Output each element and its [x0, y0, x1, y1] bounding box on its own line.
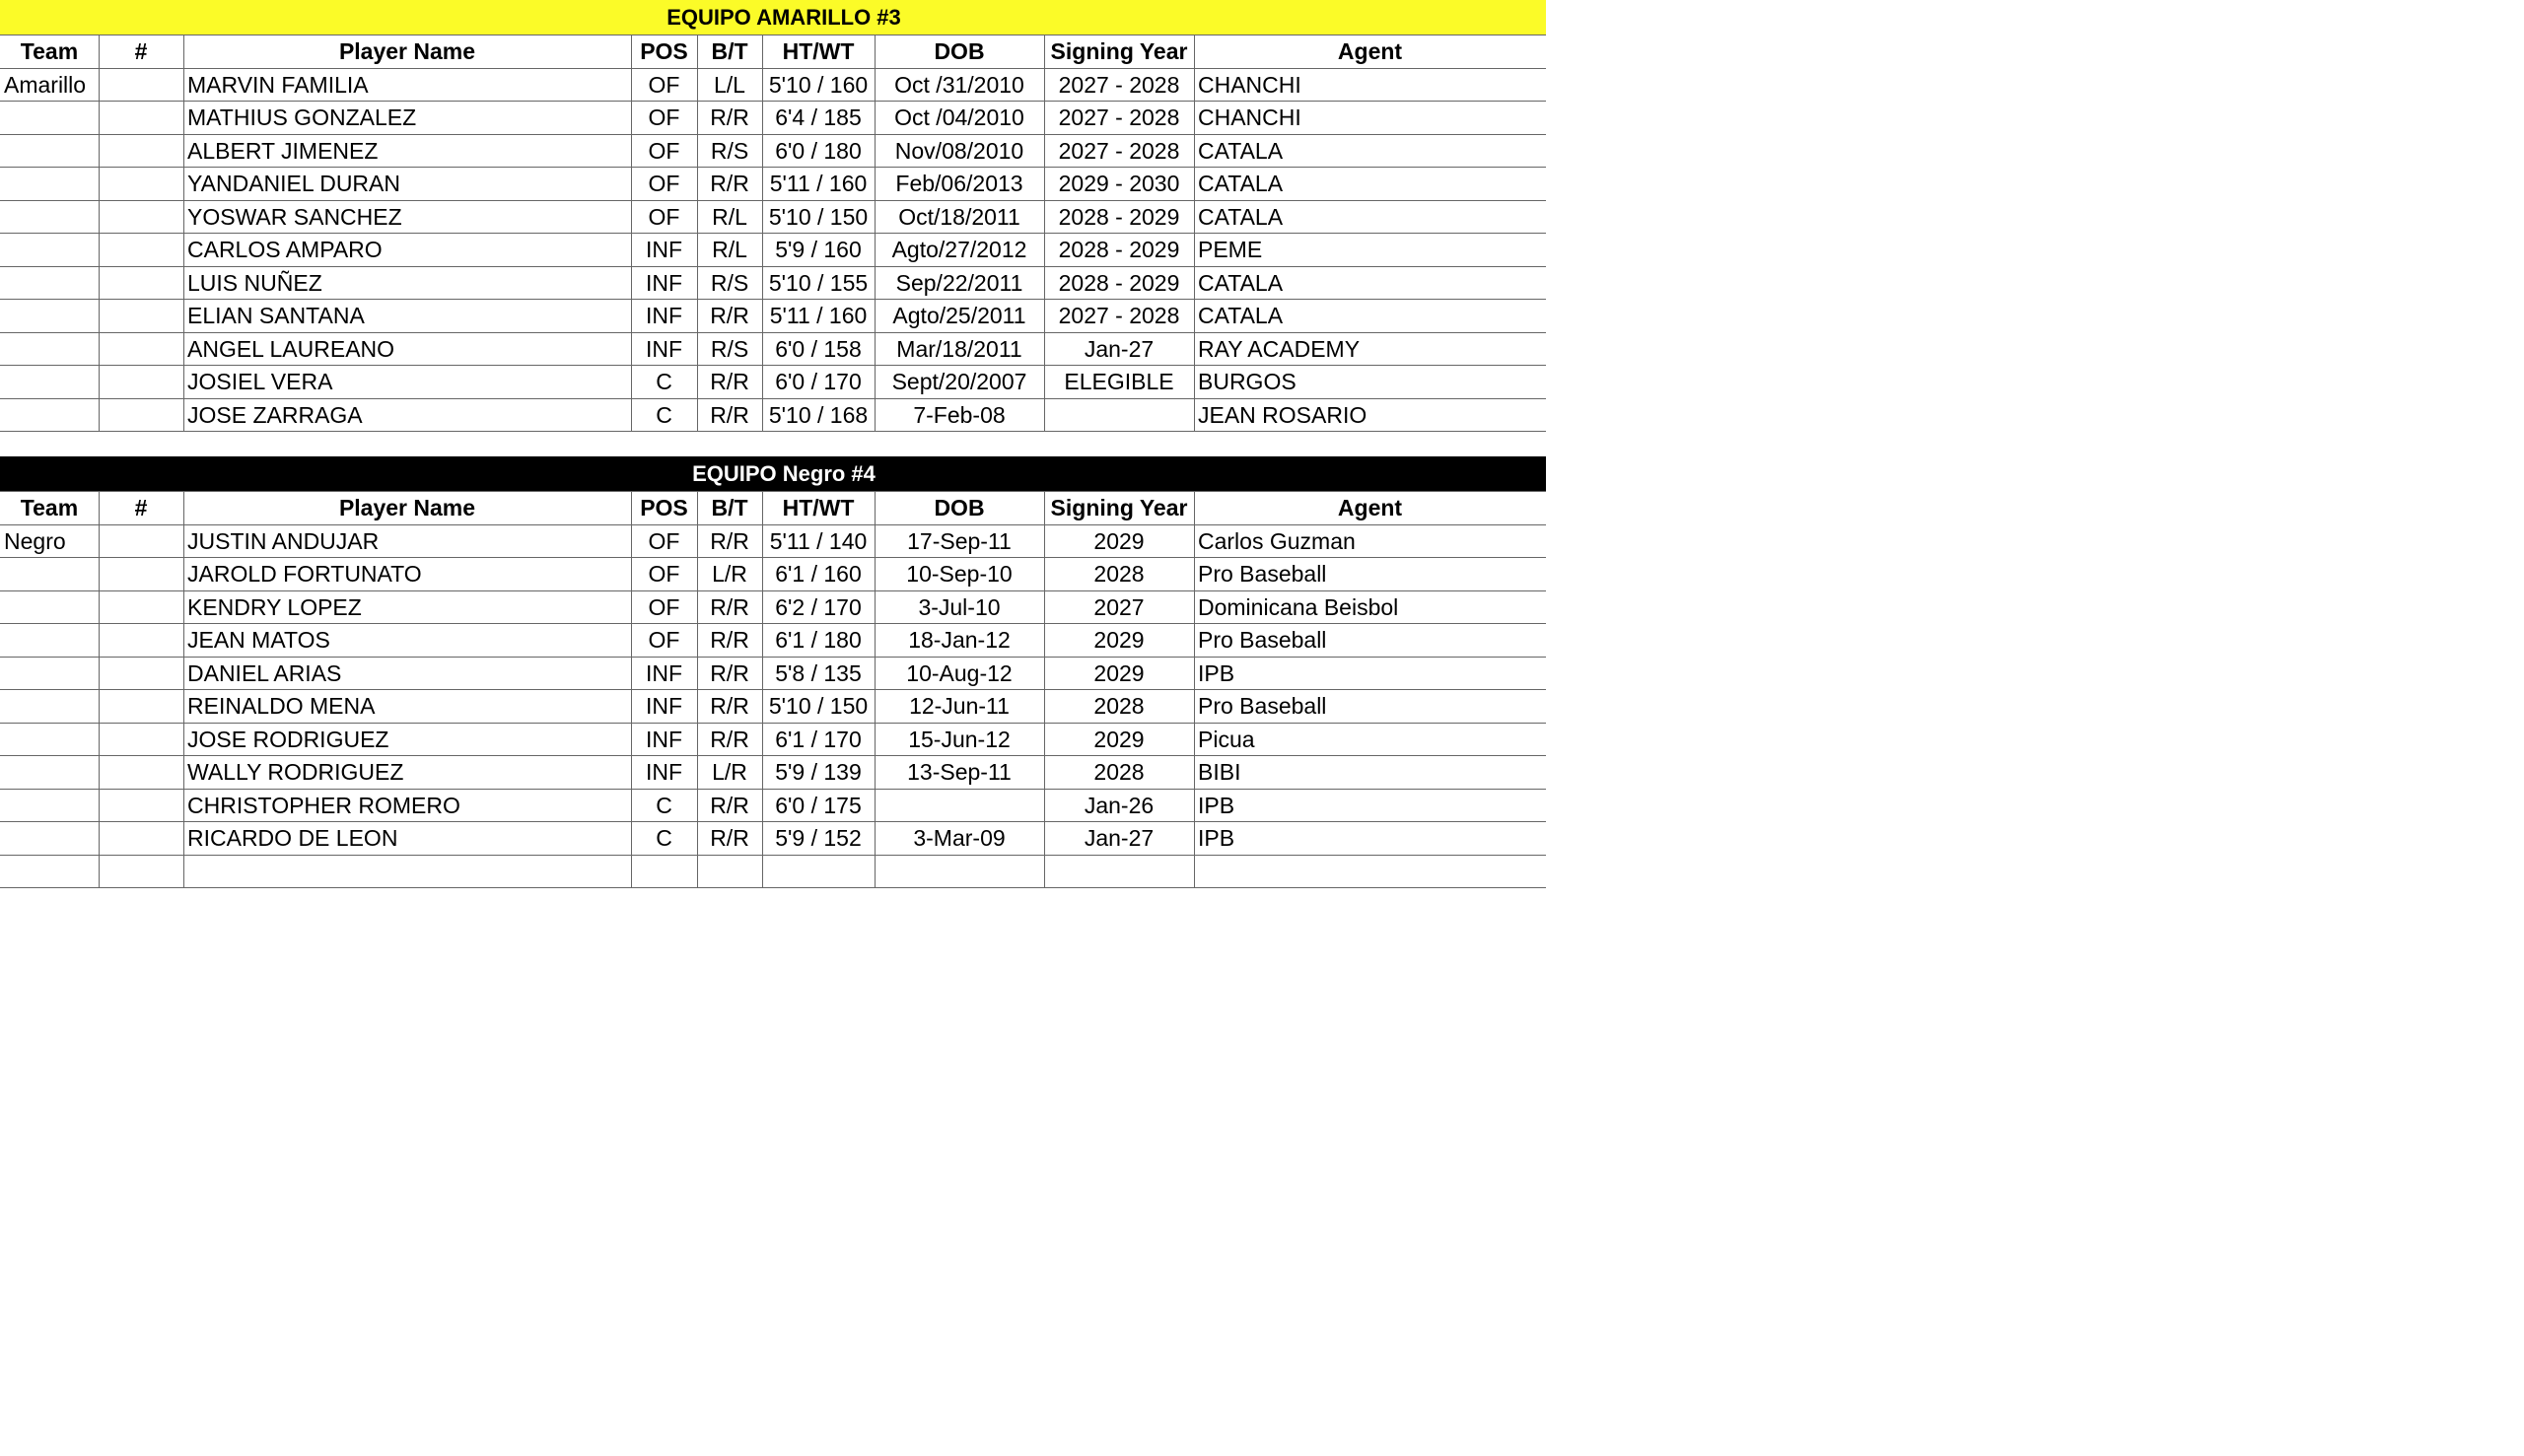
cell-agent: CHANCHI: [1198, 72, 1301, 98]
cell-player-name: LUIS NUÑEZ: [187, 270, 322, 296]
cell-bats-throws: L/L: [714, 72, 745, 98]
column-header-height-weight: HT/WT: [782, 495, 855, 520]
cell-agent: CATALA: [1198, 303, 1284, 328]
cell-height-weight: 5'10 / 168: [768, 402, 869, 428]
cell-number: [99, 558, 183, 590]
cell-position: OF: [648, 561, 680, 587]
cell-bats-throws: R/R: [710, 402, 749, 428]
cell-player-name: JAROLD FORTUNATO: [187, 561, 422, 587]
cell-agent: CATALA: [1198, 171, 1284, 196]
cell-bats-throws: R/S: [710, 270, 749, 296]
cell-team: Amarillo: [4, 72, 87, 98]
cell-player-name: CARLOS AMPARO: [187, 237, 383, 262]
cell-agent: Pro Baseball: [1198, 627, 1327, 653]
cell-position: [631, 856, 697, 888]
cell-height-weight: 6'2 / 170: [775, 594, 862, 620]
cell-team: [0, 690, 99, 723]
cell-number: [99, 399, 183, 432]
cell-height-weight: 5'10 / 150: [768, 693, 869, 719]
cell-position: OF: [648, 627, 680, 653]
cell-team: [0, 658, 99, 690]
cell-signing-year: 2028 - 2029: [1058, 270, 1180, 296]
column-header-number: #: [134, 38, 148, 64]
cell-number: [99, 366, 183, 398]
cell-signing-year: 2028: [1093, 759, 1145, 785]
cell-date-of-birth: Agto/25/2011: [892, 303, 1026, 328]
cell-position: C: [656, 369, 672, 394]
cell-number: [99, 624, 183, 657]
cell-player-name: RICARDO DE LEON: [187, 825, 398, 851]
cell-team: [0, 591, 99, 624]
cell-position: INF: [645, 237, 683, 262]
cell-team: [0, 856, 99, 888]
cell-date-of-birth: Sept/20/2007: [891, 369, 1027, 394]
cell-player-name: YOSWAR SANCHEZ: [187, 204, 402, 230]
cell-height-weight: 6'0 / 158: [775, 336, 862, 362]
cell-signing-year: 2029: [1093, 627, 1145, 653]
cell-date-of-birth: Mar/18/2011: [896, 336, 1022, 362]
team-banner-title: EQUIPO AMARILLO #3: [666, 5, 901, 30]
cell-signing-year: 2029 - 2030: [1058, 171, 1180, 196]
cell-date-of-birth: Nov/08/2010: [894, 138, 1024, 164]
cell-player-name: MARVIN FAMILIA: [187, 72, 369, 98]
cell-player-name: JOSIEL VERA: [187, 369, 333, 394]
cell-position: OF: [648, 104, 680, 130]
cell-signing-year: Jan-27: [1084, 336, 1155, 362]
cell-height-weight: 5'11 / 140: [769, 528, 868, 554]
cell-bats-throws: R/R: [710, 171, 749, 196]
cell-number: [99, 201, 183, 234]
column-header-number: #: [134, 495, 148, 520]
cell-number: [99, 591, 183, 624]
cell-player-name: ELIAN SANTANA: [187, 303, 365, 328]
cell-team: [0, 201, 99, 234]
cell-bats-throws: R/L: [712, 237, 747, 262]
cell-position: OF: [648, 204, 680, 230]
cell-bats-throws: R/R: [710, 727, 749, 752]
cell-number: [99, 333, 183, 366]
cell-position: C: [656, 793, 672, 818]
cell-signing-year: 2029: [1093, 660, 1145, 686]
column-header-date-of-birth: DOB: [934, 38, 985, 64]
cell-team: [0, 756, 99, 789]
cell-date-of-birth: 3-Mar-09: [913, 825, 1006, 851]
cell-height-weight: 5'11 / 160: [769, 303, 868, 328]
cell-team: [0, 234, 99, 266]
cell-position: INF: [645, 336, 683, 362]
cell-player-name: JOSE RODRIGUEZ: [187, 727, 389, 752]
cell-height-weight: 6'0 / 175: [775, 793, 862, 818]
cell-team: [0, 624, 99, 657]
cell-number: [99, 690, 183, 723]
cell-position: INF: [645, 693, 683, 719]
cell-agent: BURGOS: [1198, 369, 1297, 394]
cell-player-name: REINALDO MENA: [187, 693, 376, 719]
cell-player-name: MATHIUS GONZALEZ: [187, 104, 417, 130]
column-header-signing-year: Signing Year: [1050, 495, 1188, 520]
column-header-position: POS: [640, 38, 688, 64]
column-header-agent: Agent: [1337, 495, 1403, 520]
cell-bats-throws: R/R: [710, 627, 749, 653]
cell-player-name: YANDANIEL DURAN: [187, 171, 400, 196]
cell-signing-year: 2027 - 2028: [1058, 138, 1180, 164]
cell-bats-throws: R/S: [710, 336, 749, 362]
cell-date-of-birth: Agto/27/2012: [891, 237, 1027, 262]
cell-height-weight: 5'10 / 155: [768, 270, 869, 296]
cell-team: [0, 366, 99, 398]
cell-bats-throws: R/R: [710, 303, 749, 328]
cell-player-name: JOSE ZARRAGA: [187, 402, 363, 428]
cell-number: [99, 267, 183, 300]
cell-position: INF: [645, 727, 683, 752]
cell-position: C: [656, 825, 672, 851]
cell-height-weight: 6'1 / 170: [775, 727, 862, 752]
cell-number: [99, 658, 183, 690]
cell-bats-throws: L/R: [712, 561, 747, 587]
cell-agent: IPB: [1198, 660, 1235, 686]
cell-agent: CATALA: [1198, 270, 1284, 296]
cell-bats-throws: R/S: [710, 138, 749, 164]
cell-team: [0, 399, 99, 432]
cell-number: [99, 756, 183, 789]
cell-number: [99, 790, 183, 822]
column-header-height-weight: HT/WT: [782, 38, 855, 64]
cell-position: INF: [645, 660, 683, 686]
cell-date-of-birth: 10-Sep-10: [906, 561, 1013, 587]
cell-player-name: [183, 856, 631, 888]
cell-signing-year: 2028 - 2029: [1058, 237, 1180, 262]
cell-bats-throws: R/L: [712, 204, 747, 230]
cell-date-of-birth: 3-Jul-10: [918, 594, 1001, 620]
cell-position: OF: [648, 528, 680, 554]
cell-team: [0, 300, 99, 332]
column-header-team: Team: [20, 38, 79, 64]
cell-height-weight: 5'9 / 160: [775, 237, 862, 262]
cell-date-of-birth: [875, 790, 1044, 822]
cell-height-weight: 5'8 / 135: [775, 660, 862, 686]
cell-height-weight: 6'1 / 180: [775, 627, 862, 653]
cell-agent: BIBI: [1198, 759, 1241, 785]
cell-height-weight: 5'10 / 160: [768, 72, 869, 98]
cell-player-name: CHRISTOPHER ROMERO: [187, 793, 460, 818]
column-header-bats-throws: B/T: [711, 38, 748, 64]
cell-date-of-birth: Oct/18/2011: [898, 204, 1020, 230]
column-header-date-of-birth: DOB: [934, 495, 985, 520]
cell-signing-year: 2027 - 2028: [1058, 72, 1180, 98]
cell-number: [99, 525, 183, 558]
column-header-player-name: Player Name: [338, 495, 476, 520]
cell-date-of-birth: Sep/22/2011: [895, 270, 1023, 296]
cell-bats-throws: R/R: [710, 104, 749, 130]
cell-player-name: JEAN MATOS: [187, 627, 330, 653]
cell-team: [0, 333, 99, 366]
cell-team: [0, 790, 99, 822]
cell-number: [99, 234, 183, 266]
cell-height-weight: 6'4 / 185: [775, 104, 862, 130]
cell-date-of-birth: 18-Jan-12: [908, 627, 1011, 653]
cell-number: [99, 135, 183, 168]
cell-signing-year: [1044, 856, 1194, 888]
cell-number: [99, 102, 183, 134]
column-header-player-name: Player Name: [338, 38, 476, 64]
cell-bats-throws: R/R: [710, 693, 749, 719]
cell-signing-year: 2028: [1093, 693, 1145, 719]
cell-date-of-birth: 13-Sep-11: [907, 759, 1012, 785]
cell-team: Negro: [4, 528, 66, 554]
cell-number: [99, 856, 183, 888]
cell-team: [0, 135, 99, 168]
cell-signing-year: 2028 - 2029: [1058, 204, 1180, 230]
cell-signing-year: ELEGIBLE: [1064, 369, 1174, 394]
team-banner: [0, 456, 1546, 492]
cell-signing-year: 2027: [1093, 594, 1145, 620]
cell-player-name: JUSTIN ANDUJAR: [187, 528, 380, 554]
cell-bats-throws: R/R: [710, 528, 749, 554]
cell-player-name: ALBERT JIMENEZ: [187, 138, 379, 164]
cell-date-of-birth: 15-Jun-12: [908, 727, 1011, 752]
cell-height-weight: 5'9 / 139: [775, 759, 862, 785]
cell-team: [0, 168, 99, 200]
column-header-position: POS: [640, 495, 688, 520]
cell-agent: PEME: [1198, 237, 1263, 262]
cell-team: [0, 558, 99, 590]
team-banner-title: EQUIPO Negro #4: [692, 461, 876, 486]
cell-signing-year: 2027 - 2028: [1058, 104, 1180, 130]
cell-agent: Dominicana Beisbol: [1198, 594, 1399, 620]
cell-signing-year: 2028: [1093, 561, 1145, 587]
cell-number: [99, 300, 183, 332]
cell-agent: [1194, 856, 1546, 888]
cell-height-weight: 6'1 / 160: [775, 561, 862, 587]
cell-bats-throws: R/R: [710, 594, 749, 620]
cell-position: INF: [645, 303, 683, 328]
cell-number: [99, 724, 183, 756]
cell-agent: CATALA: [1198, 204, 1284, 230]
cell-team: [0, 102, 99, 134]
cell-date-of-birth: 7-Feb-08: [913, 402, 1006, 428]
cell-signing-year: Jan-26: [1084, 793, 1155, 818]
cell-date-of-birth: Feb/06/2013: [895, 171, 1023, 196]
cell-position: C: [656, 402, 672, 428]
cell-agent: Pro Baseball: [1198, 561, 1327, 587]
cell-signing-year: [1044, 399, 1194, 432]
cell-signing-year: 2029: [1093, 727, 1145, 752]
cell-position: OF: [648, 138, 680, 164]
cell-date-of-birth: 10-Aug-12: [906, 660, 1013, 686]
cell-date-of-birth: 17-Sep-11: [907, 528, 1012, 554]
cell-position: OF: [648, 171, 680, 196]
cell-number: [99, 822, 183, 855]
cell-player-name: KENDRY LOPEZ: [187, 594, 362, 620]
cell-number: [99, 168, 183, 200]
cell-bats-throws: [697, 856, 762, 888]
cell-agent: IPB: [1198, 793, 1235, 818]
cell-bats-throws: R/R: [710, 369, 749, 394]
cell-bats-throws: R/R: [710, 793, 749, 818]
cell-signing-year: 2027 - 2028: [1058, 303, 1180, 328]
cell-player-name: WALLY RODRIGUEZ: [187, 759, 404, 785]
cell-agent: Picua: [1198, 727, 1255, 752]
cell-number: [99, 69, 183, 102]
cell-height-weight: 6'0 / 170: [775, 369, 862, 394]
cell-signing-year: Jan-27: [1084, 825, 1155, 851]
cell-date-of-birth: 12-Jun-11: [909, 693, 1010, 719]
column-header-agent: Agent: [1337, 38, 1403, 64]
cell-position: OF: [648, 594, 680, 620]
team-banner: [0, 0, 1546, 35]
cell-bats-throws: R/R: [710, 660, 749, 686]
cell-date-of-birth: Oct /31/2010: [894, 72, 1024, 98]
cell-bats-throws: R/R: [710, 825, 749, 851]
column-header-signing-year: Signing Year: [1050, 38, 1188, 64]
cell-team: [0, 267, 99, 300]
column-header-team: Team: [20, 495, 79, 520]
cell-agent: Carlos Guzman: [1198, 528, 1356, 554]
cell-player-name: ANGEL LAUREANO: [187, 336, 395, 362]
cell-signing-year: 2029: [1093, 528, 1145, 554]
column-header-bats-throws: B/T: [711, 495, 748, 520]
cell-height-weight: [762, 856, 875, 888]
cell-height-weight: 6'0 / 180: [775, 138, 862, 164]
cell-player-name: DANIEL ARIAS: [187, 660, 342, 686]
cell-team: [0, 724, 99, 756]
cell-agent: Pro Baseball: [1198, 693, 1327, 719]
cell-agent: RAY ACADEMY: [1198, 336, 1361, 362]
cell-position: OF: [648, 72, 680, 98]
cell-position: INF: [645, 270, 683, 296]
cell-position: INF: [645, 759, 683, 785]
cell-agent: JEAN ROSARIO: [1198, 402, 1367, 428]
cell-bats-throws: L/R: [712, 759, 747, 785]
cell-height-weight: 5'9 / 152: [775, 825, 862, 851]
cell-date-of-birth: Oct /04/2010: [894, 104, 1024, 130]
cell-agent: CATALA: [1198, 138, 1284, 164]
cell-team: [0, 822, 99, 855]
cell-height-weight: 5'10 / 150: [768, 204, 869, 230]
cell-agent: CHANCHI: [1198, 104, 1301, 130]
cell-agent: IPB: [1198, 825, 1235, 851]
cell-date-of-birth: [875, 856, 1044, 888]
cell-height-weight: 5'11 / 160: [769, 171, 868, 196]
